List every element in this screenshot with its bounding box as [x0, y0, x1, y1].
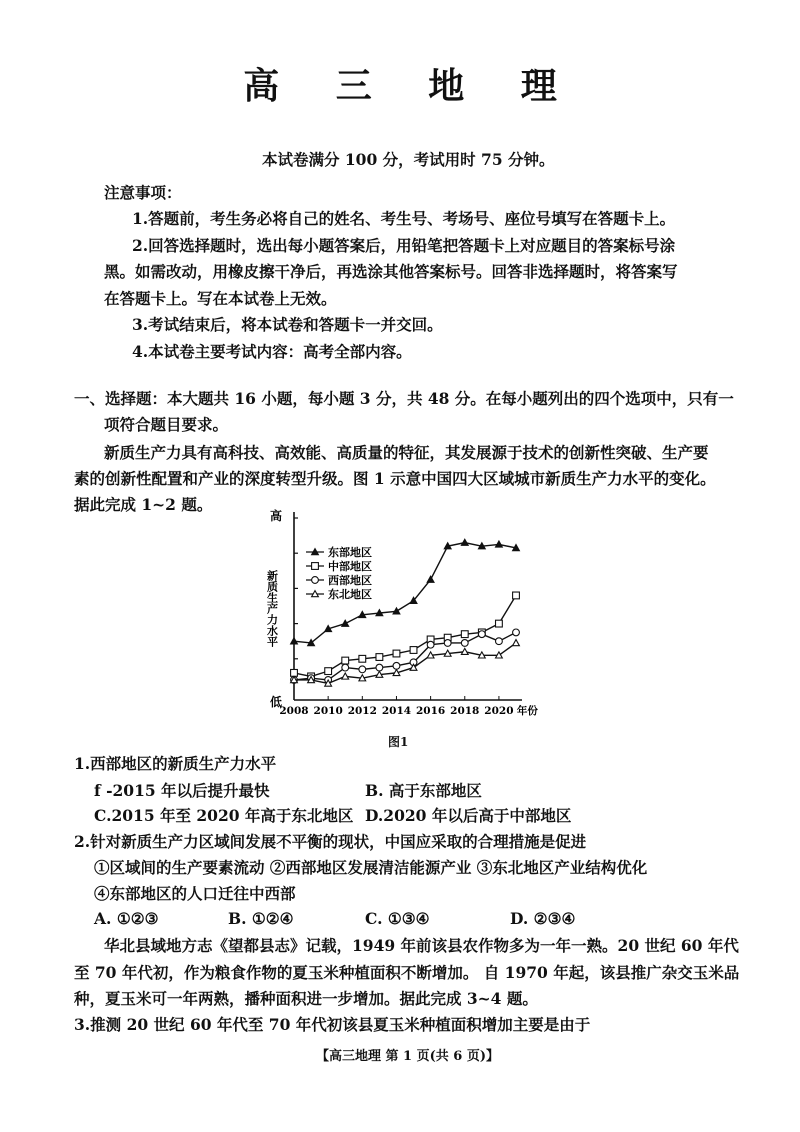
legend-label: 中部地区	[328, 560, 372, 573]
notice-heading: 注意事项：	[104, 183, 182, 202]
passage2-line: 华北县域地方志《望都县志》记载，1949 年前该县农作物多为一年一熟。20 世纪 60 年代	[104, 936, 739, 955]
page-title: 高 三 地 理	[243, 65, 579, 107]
x-axis-label: 年份	[516, 705, 538, 717]
x-tick-label: 2010	[313, 705, 343, 717]
legend-label: 东部地区	[328, 546, 372, 559]
data-point	[513, 592, 520, 599]
data-point	[376, 654, 383, 661]
exam-info: 本试卷满分 100 分，考试用时 75 分钟。	[262, 150, 555, 169]
q3-stem: 3.推测 20 世纪 60 年代至 70 年代初该县夏玉米种植面积增加主要是由于	[74, 1015, 591, 1034]
q1-option-d[interactable]: D.2020 年以后高于中部地区	[365, 806, 572, 825]
legend-label: 西部地区	[328, 574, 372, 587]
section-header-cont: 项符合题目要求。	[104, 415, 229, 434]
data-point	[496, 620, 503, 627]
q2-option-d[interactable]: D. ②③④	[510, 909, 576, 928]
data-point	[410, 647, 417, 654]
data-point	[461, 539, 468, 545]
passage2-line: 至 70 年代初，作为粮食作物的夏玉米种植面积不断增加。 自 1970 年起，该县推广杂交玉米品	[74, 963, 740, 982]
figure-caption: 图1	[388, 735, 409, 749]
q1-option-b[interactable]: B. 高于东部地区	[365, 781, 482, 800]
data-point	[342, 664, 349, 671]
q2-statements: ①区域间的生产要素流动 ②西部地区发展清洁能源产业 ③东北地区产业结构优化	[94, 858, 648, 877]
data-point	[461, 640, 468, 647]
q2-option-b[interactable]: B. ①②④	[228, 909, 294, 928]
y-axis-label: 新质生产力水平	[265, 570, 279, 647]
data-point	[359, 666, 366, 673]
data-point	[444, 640, 451, 647]
q2-stem: 2.针对新质生产力区域间发展不平衡的现状，中国应采取的合理措施是促进	[74, 832, 587, 851]
passage2-line: 种，夏玉米可一年两熟，播种面积进一步增加。据此完成 3~4 题。	[74, 989, 538, 1008]
x-tick-label: 2016	[415, 705, 446, 717]
data-point	[513, 640, 520, 646]
q2-option-a[interactable]: A. ①②③	[94, 909, 159, 928]
data-point	[461, 631, 468, 638]
passage1-line: 据此完成 1~2 题。	[74, 495, 213, 514]
data-point	[427, 641, 434, 648]
page-footer: 【高三地理 第 1 页(共 6 页)】	[316, 1049, 500, 1064]
passage1-line: 新质生产力具有高科技、高效能、高质量的特征，其发展源于技术的创新性突破、生产要	[104, 443, 709, 462]
x-tick-label: 2008	[279, 705, 309, 717]
data-point	[393, 650, 400, 657]
x-tick-label: 2020	[484, 705, 514, 717]
data-point	[513, 629, 520, 636]
data-point	[342, 620, 349, 626]
data-point	[342, 657, 349, 664]
figure-1-chart	[258, 506, 538, 746]
notice-item: 在答题卡上。写在本试卷上无效。	[104, 289, 337, 308]
notice-item: 1.答题前，考生务必将自己的姓名、考生号、考场号、座位号填写在答题卡上。	[132, 209, 676, 228]
q2-option-c[interactable]: C. ①③④	[365, 909, 430, 928]
notice-item: 4.本试卷主要考试内容：高考全部内容。	[132, 342, 412, 361]
notice-item: 黑。如需改动，用橡皮擦干净后，再选涂其他答案标号。回答非选择题时，将答案写	[104, 262, 678, 281]
q1-option-a[interactable]: f -2015 年以后提升最快	[94, 781, 270, 800]
data-point	[376, 664, 383, 671]
data-point	[427, 576, 434, 582]
data-point	[325, 668, 332, 675]
section-header: 一、选择题：本大题共 16 小题，每小题 3 分，共 48 分。在每小题列出的四个选项中，只有一	[74, 389, 734, 408]
legend-label: 东北地区	[328, 588, 372, 601]
q1-option-c[interactable]: C.2015 年至 2020 年高于东北地区	[94, 806, 354, 825]
y-high-label: 高	[270, 509, 283, 523]
y-low-label: 低	[270, 695, 283, 709]
data-point	[359, 655, 366, 662]
legend-marker	[312, 563, 319, 570]
data-point	[393, 662, 400, 669]
x-tick-label: 2018	[450, 705, 480, 717]
data-point	[496, 638, 503, 645]
legend-marker	[312, 577, 319, 584]
x-tick-label: 2012	[347, 705, 377, 717]
data-point	[291, 669, 298, 676]
q2-statements: ④东部地区的人口迁往中西部	[94, 884, 296, 903]
notice-item: 3.考试结束后，将本试卷和答题卡一并交回。	[132, 315, 443, 334]
data-point	[478, 631, 485, 638]
notice-item: 2.回答选择题时，选出每小题答案后，用铅笔把答题卡上对应题目的答案标号涂	[132, 236, 676, 255]
x-tick-label: 2014	[381, 705, 412, 717]
passage1-line: 素的创新性配置和产业的深度转型升级。图 1 示意中国四大区域城市新质生产力水平的变化。	[74, 469, 716, 488]
q1-stem: 1.西部地区的新质生产力水平	[74, 754, 277, 773]
